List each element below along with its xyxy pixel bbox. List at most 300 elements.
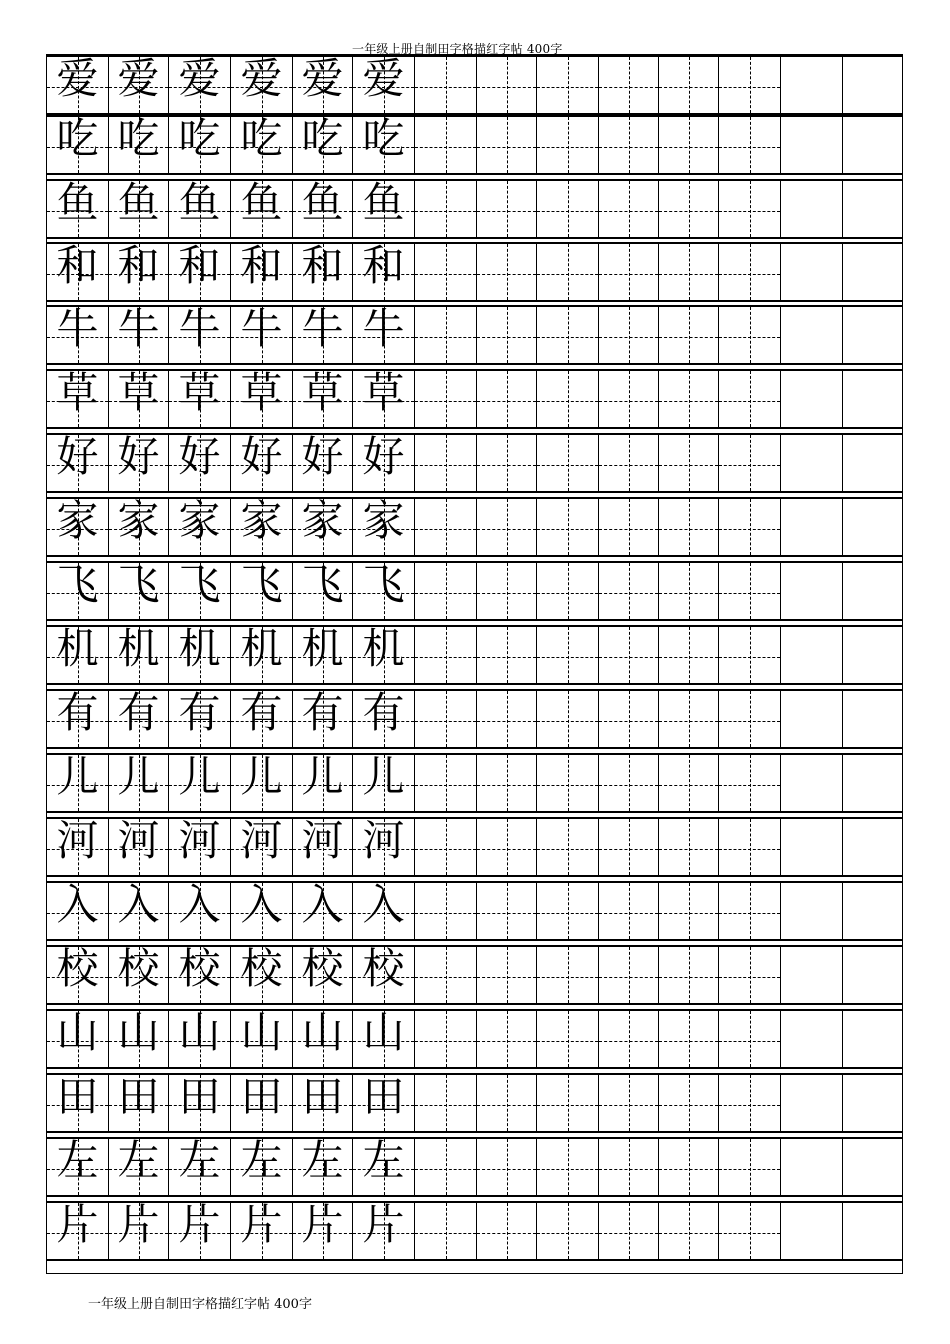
trace-character: 牛 — [301, 304, 344, 353]
tian-cell-empty — [537, 627, 599, 683]
tian-cell-filled — [353, 560, 415, 619]
tian-cell-empty — [843, 181, 903, 237]
tian-cell-empty — [599, 1075, 659, 1131]
cell-vertical-guide — [750, 435, 751, 491]
tian-cell-filled — [47, 496, 109, 555]
tian-cell-empty — [415, 371, 477, 427]
tian-cell-empty — [781, 499, 843, 555]
cell-horizontal-guide — [537, 529, 598, 530]
tian-cell-empty — [415, 181, 477, 237]
tian-cell-filled — [353, 432, 415, 491]
tian-cell-filled — [231, 816, 293, 875]
tian-cell-empty — [843, 117, 903, 173]
tian-cell-empty — [537, 947, 599, 1003]
cell-horizontal-guide — [659, 337, 718, 338]
grid-row — [47, 1201, 902, 1261]
tian-cell-filled — [231, 1008, 293, 1067]
cell-vertical-guide — [689, 435, 690, 491]
cell-horizontal-guide — [415, 977, 476, 978]
tian-cell-empty — [599, 499, 659, 555]
cell-horizontal-guide — [415, 529, 476, 530]
cell-vertical-guide — [568, 307, 569, 363]
trace-character: 吃 — [301, 114, 344, 163]
tian-cell-filled — [353, 816, 415, 875]
trace-character: 河 — [178, 816, 221, 865]
tian-cell-empty — [659, 499, 719, 555]
tian-cell-filled — [293, 1200, 353, 1259]
cell-vertical-guide — [689, 1011, 690, 1067]
cell-vertical-guide — [689, 627, 690, 683]
grid-row — [47, 561, 902, 621]
cell-vertical-guide — [507, 947, 508, 1003]
tian-cell-empty — [477, 57, 537, 113]
cell-horizontal-guide — [599, 593, 658, 594]
tian-cell-filled — [293, 178, 353, 237]
tian-cell-empty — [843, 819, 903, 875]
tian-cell-filled — [47, 178, 109, 237]
tian-cell-filled — [47, 752, 109, 811]
tian-cell-filled — [109, 54, 169, 113]
tian-cell-filled — [293, 432, 353, 491]
tian-cell-empty — [599, 371, 659, 427]
cell-horizontal-guide — [659, 1041, 718, 1042]
tian-cell-empty — [659, 244, 719, 300]
cell-vertical-guide — [629, 947, 630, 1003]
tian-cell-filled — [293, 880, 353, 939]
cell-horizontal-guide — [599, 1233, 658, 1234]
trace-character: 吃 — [56, 114, 99, 163]
cell-horizontal-guide — [537, 1041, 598, 1042]
tian-cell-empty — [659, 819, 719, 875]
cell-vertical-guide — [446, 819, 447, 875]
tian-cell-empty — [599, 435, 659, 491]
trace-character: 有 — [362, 688, 405, 737]
trace-character: 片 — [56, 1200, 99, 1249]
tian-cell-filled — [47, 304, 109, 363]
tian-cell-empty — [537, 499, 599, 555]
cell-vertical-guide — [446, 691, 447, 747]
tian-cell-empty — [537, 755, 599, 811]
trace-character: 儿 — [301, 752, 344, 801]
tian-cell-empty — [477, 627, 537, 683]
trace-character: 牛 — [362, 304, 405, 353]
tian-cell-empty — [477, 1139, 537, 1195]
tian-cell-empty — [719, 947, 781, 1003]
tian-cell-filled — [47, 624, 109, 683]
page-footer-title: 一年级上册自制田字格描红字帖 400字 — [88, 1297, 312, 1312]
cell-vertical-guide — [507, 883, 508, 939]
cell-vertical-guide — [689, 1203, 690, 1259]
tian-cell-empty — [843, 1203, 903, 1259]
tian-cell-empty — [415, 1075, 477, 1131]
trace-character: 山 — [240, 1008, 283, 1057]
tian-cell-empty — [415, 307, 477, 363]
tian-cell-filled — [293, 688, 353, 747]
tian-cell-empty — [843, 499, 903, 555]
cell-horizontal-guide — [599, 147, 658, 148]
trace-character: 有 — [56, 688, 99, 737]
trace-character: 校 — [178, 944, 221, 993]
tian-cell-filled — [47, 54, 109, 113]
tian-cell-empty — [659, 627, 719, 683]
tian-cell-filled — [109, 1008, 169, 1067]
tian-cell-empty — [415, 691, 477, 747]
tian-cell-empty — [781, 57, 843, 113]
cell-vertical-guide — [629, 307, 630, 363]
tian-cell-empty — [599, 1139, 659, 1195]
tian-cell-filled — [169, 368, 231, 427]
trace-character: 爱 — [56, 54, 99, 103]
trace-character: 飞 — [301, 560, 344, 609]
trace-character: 草 — [240, 368, 283, 417]
tian-cell-filled — [169, 1008, 231, 1067]
trace-character: 好 — [362, 432, 405, 481]
tian-cell-empty — [415, 57, 477, 113]
trace-character: 好 — [301, 432, 344, 481]
trace-character: 草 — [56, 368, 99, 417]
cell-horizontal-guide — [537, 211, 598, 212]
cell-vertical-guide — [568, 371, 569, 427]
trace-character: 机 — [240, 624, 283, 673]
tian-cell-empty — [843, 307, 903, 363]
cell-horizontal-guide — [415, 913, 476, 914]
trace-character: 牛 — [178, 304, 221, 353]
tian-cell-empty — [477, 691, 537, 747]
grid-row — [47, 179, 902, 239]
trace-character: 好 — [178, 432, 221, 481]
tian-cell-filled — [293, 1008, 353, 1067]
tian-cell-filled — [293, 752, 353, 811]
cell-vertical-guide — [568, 244, 569, 300]
tian-cell-empty — [659, 371, 719, 427]
cell-horizontal-guide — [537, 977, 598, 978]
tian-cell-empty — [477, 499, 537, 555]
tian-cell-empty — [599, 57, 659, 113]
cell-vertical-guide — [629, 755, 630, 811]
cell-horizontal-guide — [537, 785, 598, 786]
trace-character: 和 — [56, 241, 99, 290]
cell-vertical-guide — [750, 181, 751, 237]
cell-vertical-guide — [629, 117, 630, 173]
grid-row — [47, 689, 902, 749]
trace-character: 机 — [362, 624, 405, 673]
cell-horizontal-guide — [477, 1233, 536, 1234]
tian-cell-filled — [169, 54, 231, 113]
tian-cell-empty — [477, 307, 537, 363]
cell-horizontal-guide — [415, 337, 476, 338]
trace-character: 和 — [301, 241, 344, 290]
tian-cell-empty — [599, 819, 659, 875]
tian-cell-empty — [659, 755, 719, 811]
trace-character: 校 — [362, 944, 405, 993]
cell-horizontal-guide — [599, 529, 658, 530]
cell-horizontal-guide — [537, 849, 598, 850]
tian-cell-empty — [537, 1203, 599, 1259]
cell-vertical-guide — [629, 691, 630, 747]
cell-vertical-guide — [629, 1075, 630, 1131]
trace-character: 田 — [301, 1072, 344, 1121]
tian-cell-empty — [659, 117, 719, 173]
cell-vertical-guide — [568, 627, 569, 683]
tian-cell-filled — [293, 1136, 353, 1195]
cell-vertical-guide — [446, 563, 447, 619]
trace-character: 左 — [178, 1136, 221, 1185]
trace-character: 机 — [56, 624, 99, 673]
cell-vertical-guide — [446, 1075, 447, 1131]
tian-cell-empty — [719, 307, 781, 363]
cell-horizontal-guide — [537, 721, 598, 722]
tian-cell-filled — [169, 1200, 231, 1259]
cell-vertical-guide — [507, 371, 508, 427]
cell-horizontal-guide — [659, 913, 718, 914]
cell-horizontal-guide — [537, 593, 598, 594]
tian-cell-empty — [599, 307, 659, 363]
cell-horizontal-guide — [599, 977, 658, 978]
tian-cell-empty — [719, 883, 781, 939]
cell-vertical-guide — [689, 1075, 690, 1131]
tian-cell-empty — [537, 1075, 599, 1131]
tian-cell-empty — [415, 883, 477, 939]
trace-character: 河 — [240, 816, 283, 865]
cell-vertical-guide — [689, 1139, 690, 1195]
trace-character: 爱 — [240, 54, 283, 103]
tian-cell-empty — [415, 1139, 477, 1195]
trace-character: 飞 — [56, 560, 99, 609]
trace-character: 田 — [240, 1072, 283, 1121]
tian-cell-filled — [231, 368, 293, 427]
tian-cell-filled — [169, 752, 231, 811]
cell-horizontal-guide — [477, 977, 536, 978]
tian-cell-filled — [353, 1008, 415, 1067]
tian-cell-empty — [781, 181, 843, 237]
tian-cell-filled — [169, 432, 231, 491]
trace-character: 校 — [117, 944, 160, 993]
grid-row — [47, 305, 902, 365]
cell-horizontal-guide — [477, 1169, 536, 1170]
cell-vertical-guide — [446, 627, 447, 683]
cell-horizontal-guide — [719, 657, 780, 658]
trace-character: 吃 — [178, 114, 221, 163]
trace-character: 校 — [301, 944, 344, 993]
tian-cell-empty — [599, 244, 659, 300]
tian-cell-filled — [169, 178, 231, 237]
cell-vertical-guide — [507, 755, 508, 811]
tian-cell-filled — [293, 54, 353, 113]
trace-character: 田 — [178, 1072, 221, 1121]
tian-cell-empty — [843, 627, 903, 683]
tian-cell-filled — [47, 1008, 109, 1067]
cell-horizontal-guide — [599, 785, 658, 786]
cell-horizontal-guide — [659, 147, 718, 148]
tian-cell-filled — [293, 816, 353, 875]
cell-horizontal-guide — [537, 1233, 598, 1234]
cell-horizontal-guide — [477, 593, 536, 594]
cell-vertical-guide — [507, 307, 508, 363]
tian-cell-filled — [169, 1072, 231, 1131]
tian-cell-empty — [719, 755, 781, 811]
cell-vertical-guide — [568, 691, 569, 747]
trace-character: 儿 — [178, 752, 221, 801]
tian-cell-empty — [477, 819, 537, 875]
trace-character: 河 — [362, 816, 405, 865]
trace-character: 吃 — [240, 114, 283, 163]
cell-vertical-guide — [750, 244, 751, 300]
tian-cell-filled — [353, 944, 415, 1003]
cell-vertical-guide — [507, 1075, 508, 1131]
tian-cell-empty — [659, 307, 719, 363]
tian-cell-filled — [47, 241, 109, 300]
cell-vertical-guide — [446, 181, 447, 237]
cell-vertical-guide — [446, 371, 447, 427]
cell-horizontal-guide — [415, 721, 476, 722]
cell-vertical-guide — [446, 947, 447, 1003]
cell-horizontal-guide — [599, 849, 658, 850]
cell-horizontal-guide — [719, 1041, 780, 1042]
trace-character: 校 — [240, 944, 283, 993]
tian-cell-empty — [415, 627, 477, 683]
tian-cell-empty — [843, 755, 903, 811]
tian-cell-empty — [659, 1075, 719, 1131]
tian-cell-empty — [843, 371, 903, 427]
cell-horizontal-guide — [719, 274, 780, 275]
cell-vertical-guide — [507, 181, 508, 237]
cell-horizontal-guide — [415, 1169, 476, 1170]
trace-character: 有 — [240, 688, 283, 737]
trace-character: 好 — [117, 432, 160, 481]
cell-horizontal-guide — [719, 87, 780, 88]
tian-cell-filled — [353, 624, 415, 683]
tian-cell-empty — [599, 627, 659, 683]
trace-character: 家 — [178, 496, 221, 545]
cell-horizontal-guide — [415, 1041, 476, 1042]
cell-horizontal-guide — [719, 211, 780, 212]
cell-horizontal-guide — [659, 401, 718, 402]
trace-character: 家 — [362, 496, 405, 545]
cell-horizontal-guide — [415, 147, 476, 148]
tian-cell-filled — [353, 178, 415, 237]
cell-horizontal-guide — [659, 593, 718, 594]
cell-vertical-guide — [507, 691, 508, 747]
cell-vertical-guide — [629, 57, 630, 113]
trace-character: 左 — [301, 1136, 344, 1185]
grid-row — [47, 433, 902, 493]
cell-horizontal-guide — [599, 401, 658, 402]
cell-horizontal-guide — [599, 337, 658, 338]
cell-vertical-guide — [446, 499, 447, 555]
cell-horizontal-guide — [477, 147, 536, 148]
cell-vertical-guide — [568, 1203, 569, 1259]
tian-cell-filled — [109, 560, 169, 619]
tian-cell-filled — [109, 1200, 169, 1259]
cell-horizontal-guide — [537, 465, 598, 466]
cell-horizontal-guide — [537, 401, 598, 402]
cell-vertical-guide — [750, 117, 751, 173]
trace-character: 牛 — [56, 304, 99, 353]
cell-vertical-guide — [507, 819, 508, 875]
tian-cell-filled — [109, 1072, 169, 1131]
trace-character: 入 — [178, 880, 221, 929]
cell-vertical-guide — [507, 1203, 508, 1259]
trace-character: 儿 — [56, 752, 99, 801]
tian-cell-empty — [843, 435, 903, 491]
cell-vertical-guide — [446, 57, 447, 113]
cell-vertical-guide — [446, 755, 447, 811]
trace-character: 好 — [56, 432, 99, 481]
tian-cell-empty — [659, 57, 719, 113]
grid-row — [47, 242, 902, 302]
tian-cell-filled — [353, 114, 415, 173]
cell-vertical-guide — [689, 57, 690, 113]
tian-cell-filled — [169, 496, 231, 555]
cell-vertical-guide — [689, 371, 690, 427]
tian-cell-empty — [537, 307, 599, 363]
tian-cell-filled — [293, 496, 353, 555]
tian-cell-filled — [353, 368, 415, 427]
cell-horizontal-guide — [659, 977, 718, 978]
tian-cell-empty — [843, 563, 903, 619]
tian-cell-empty — [415, 563, 477, 619]
cell-horizontal-guide — [477, 1041, 536, 1042]
tian-cell-empty — [599, 1203, 659, 1259]
trace-character: 机 — [178, 624, 221, 673]
cell-horizontal-guide — [659, 1169, 718, 1170]
cell-horizontal-guide — [477, 785, 536, 786]
tian-cell-filled — [353, 54, 415, 113]
tian-cell-filled — [109, 496, 169, 555]
trace-character: 田 — [117, 1072, 160, 1121]
trace-character: 爱 — [362, 54, 405, 103]
cell-horizontal-guide — [415, 593, 476, 594]
cell-horizontal-guide — [659, 87, 718, 88]
cell-horizontal-guide — [415, 401, 476, 402]
cell-vertical-guide — [750, 371, 751, 427]
tian-cell-empty — [781, 1139, 843, 1195]
cell-horizontal-guide — [659, 721, 718, 722]
tian-cell-empty — [719, 1203, 781, 1259]
tian-cell-filled — [109, 1136, 169, 1195]
tian-cell-empty — [477, 883, 537, 939]
tian-cell-filled — [353, 880, 415, 939]
grid-row — [47, 817, 902, 877]
tian-cell-empty — [719, 181, 781, 237]
tian-cell-filled — [109, 624, 169, 683]
trace-character: 山 — [117, 1008, 160, 1057]
trace-character: 入 — [362, 880, 405, 929]
tian-cell-empty — [659, 435, 719, 491]
trace-character: 飞 — [362, 560, 405, 609]
trace-character: 牛 — [117, 304, 160, 353]
cell-vertical-guide — [568, 819, 569, 875]
tian-cell-empty — [719, 627, 781, 683]
tian-cell-filled — [231, 1200, 293, 1259]
tian-cell-empty — [781, 244, 843, 300]
cell-horizontal-guide — [659, 274, 718, 275]
tian-cell-filled — [353, 1200, 415, 1259]
trace-character: 儿 — [240, 752, 283, 801]
tian-cell-filled — [47, 944, 109, 1003]
tian-cell-empty — [477, 117, 537, 173]
tian-cell-empty — [843, 1139, 903, 1195]
trace-character: 和 — [117, 241, 160, 290]
cell-horizontal-guide — [659, 785, 718, 786]
trace-character: 草 — [178, 368, 221, 417]
tian-cell-empty — [719, 57, 781, 113]
cell-horizontal-guide — [719, 849, 780, 850]
tian-cell-filled — [231, 54, 293, 113]
tian-cell-filled — [353, 752, 415, 811]
tian-cell-empty — [781, 117, 843, 173]
tian-cell-empty — [537, 1011, 599, 1067]
